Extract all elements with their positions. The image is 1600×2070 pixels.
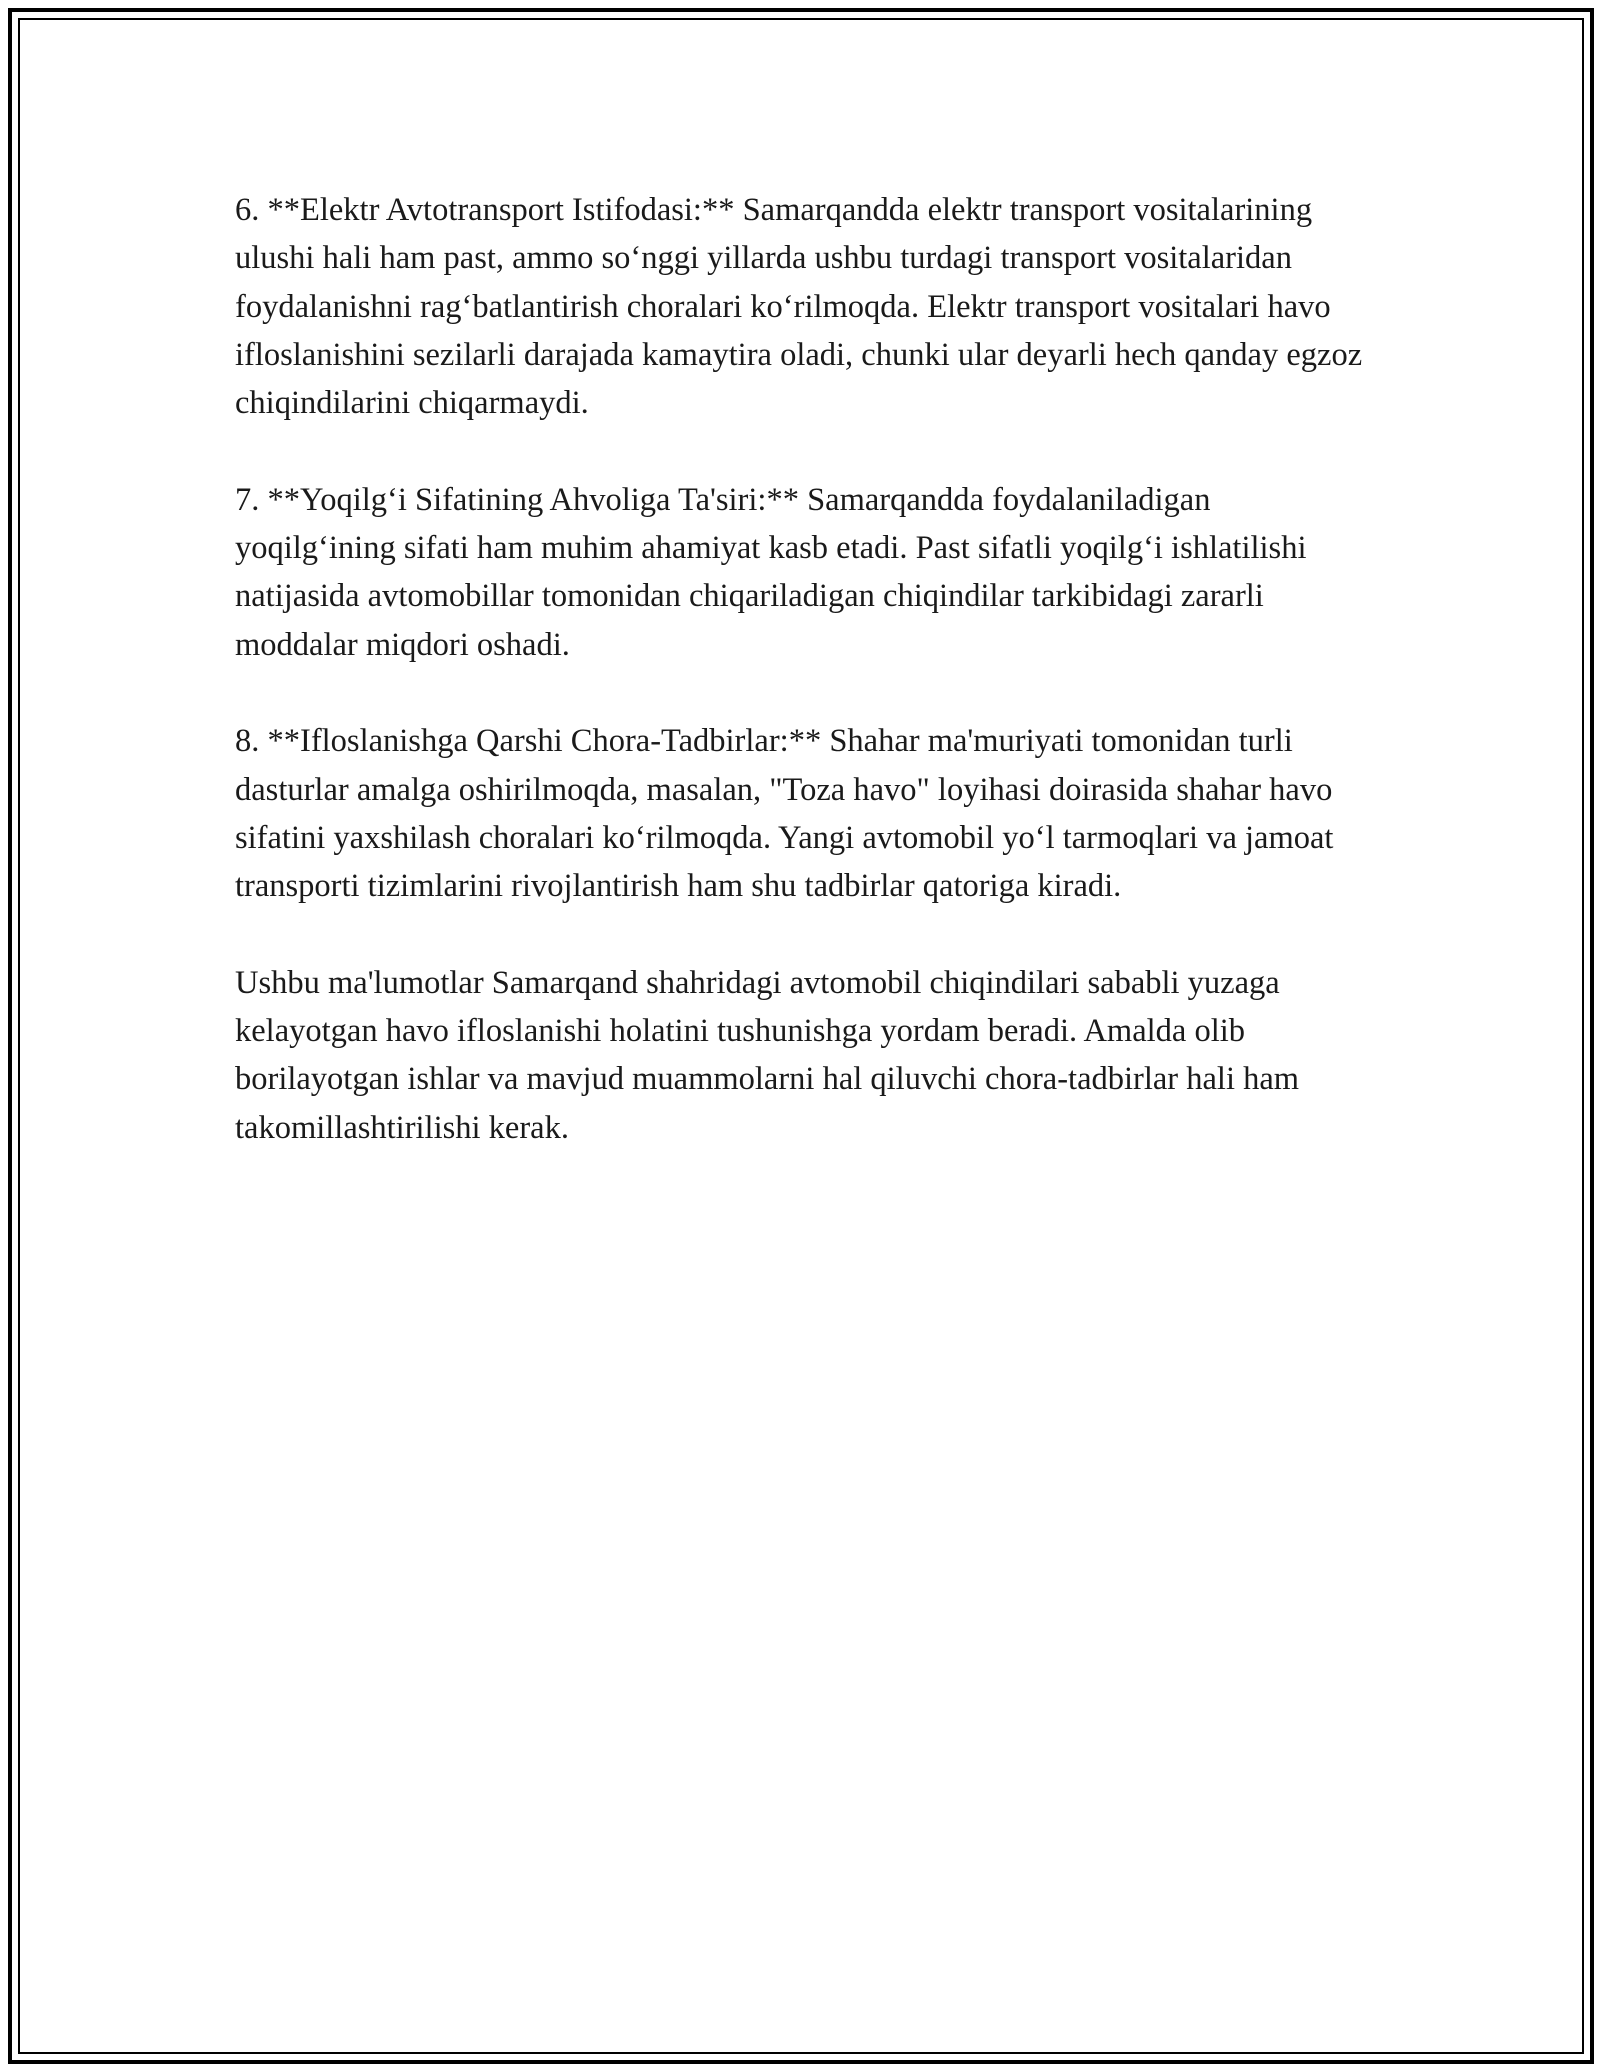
paragraph-electric-transport: 6. **Elektr Avtotransport Istifodasi:** Samarqandda elektr transport vositalarining ulushi hali ham past, ammo so‘nggi yillarda ushbu turdagi transport vositalaridan foydalanishni rag‘batlantirish choralari ko‘rilmoqda. Elektr transport vositalari havo ifloslanishini sezilarli darajada kamaytira oladi, chunki ular deyarli hech qanday egzoz chiqindilarini chiqarmaydi. — [235, 192, 1363, 422]
paragraph-fuel-quality: 7. **Yoqilg‘i Sifatining Ahvoliga Ta'siri:** Samarqandda foydalaniladigan yoqilg‘ining sifati ham muhim ahamiyat kasb etadi. Past sifatli yoqilg‘i ishlatilishi natijasida avtomobillar tomonidan chiqariladigan chiqindilar tarkibidagi zararli moddalar miqdori oshadi. — [235, 481, 1307, 663]
paragraph-pollution-measures: 8. **Ifloslanishga Qarshi Chora-Tadbirlar:** Shahar ma'muriyati tomonidan turli dasturlar amalga oshirilmoqda, masalan, "Toza havo" loyihasi doirasida shahar havo sifatini yaxshilash choralari ko‘rilmoqda. Yangi avtomobil yo‘l tarmoqlari va jamoat transporti tizimlarini rivojlantirish ham shu tadbirlar qatoriga kiradi. — [235, 723, 1334, 905]
paragraph-conclusion: Ushbu ma'lumotlar Samarqand shahridagi avtomobil chiqindilari sababli yuzaga kelayotgan havo ifloslanishi holatini tushunishga yordam beradi. Amalda olib borilayotgan ishlar va mavjud muammolarni hal qiluvchi chora-tadbirlar hali ham takomillashtirilishi kerak. — [235, 964, 1300, 1146]
document-body — [235, 186, 1375, 1200]
